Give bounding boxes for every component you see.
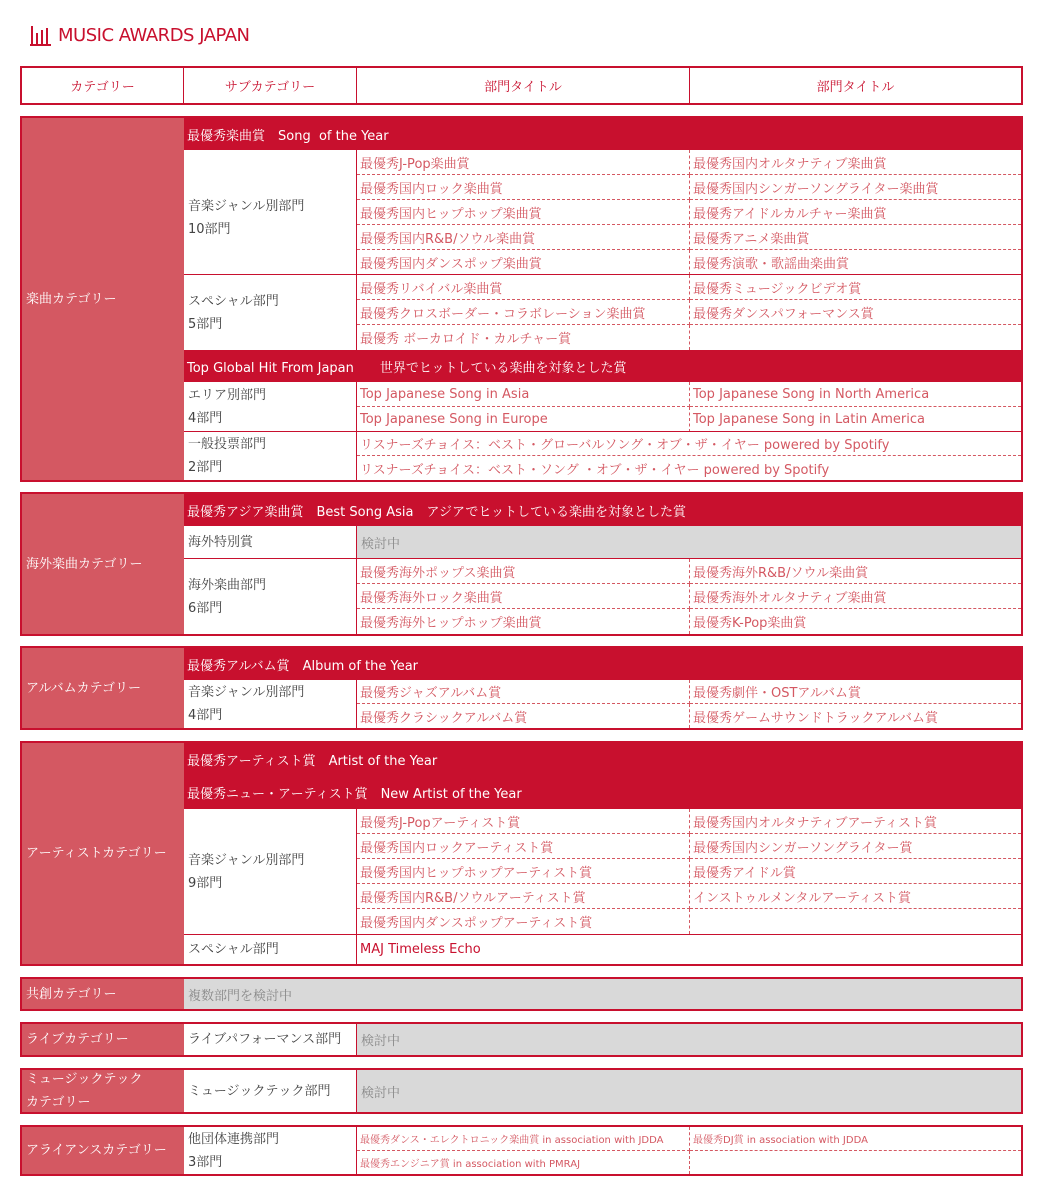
award-item[interactable]: 最優秀国内R&B/ソウル楽曲賞 bbox=[357, 225, 690, 250]
subcategory-name: エリア別部門 bbox=[188, 388, 267, 403]
top-global-hit-band: Top Global Hit From Japan 世界でヒットしている楽曲を対象とした賞 bbox=[184, 350, 1021, 382]
album-subcategory bbox=[184, 680, 357, 728]
vote-subcategory bbox=[184, 432, 357, 480]
subcategory-name: 一般投票部門 bbox=[188, 437, 267, 452]
live-subcategory bbox=[184, 1024, 357, 1055]
award-item[interactable]: 最優秀国内ロック楽曲賞 bbox=[357, 175, 690, 200]
subcategory-name: スペシャル部門 bbox=[188, 293, 279, 309]
award-item[interactable]: 最優秀劇伴・OSTアルバム賞 bbox=[690, 680, 1021, 704]
award-item[interactable]: 最優秀国内R&B/ソウルアーティスト賞 bbox=[357, 884, 690, 909]
award-item[interactable]: Top Japanese Song in North America bbox=[690, 382, 1021, 407]
award-item[interactable]: 最優秀 ボーカロイド・カルチャー賞 bbox=[357, 325, 690, 350]
award-item[interactable]: 最優秀海外ポップス楽曲賞 bbox=[357, 559, 690, 584]
overseas-special-pending: 検討中 bbox=[357, 526, 1021, 558]
artist-special-awards bbox=[357, 935, 1021, 964]
subcategory-name: 音楽ジャンル別部門 bbox=[188, 199, 305, 214]
award-item[interactable]: MAJ Timeless Echo bbox=[360, 942, 481, 957]
category-label: アーティストカテゴリー bbox=[22, 743, 184, 964]
subcategory-count: 6部門 bbox=[188, 600, 223, 616]
overseas-subcategory bbox=[184, 559, 357, 634]
award-item[interactable]: 最優秀国内ヒップホップ楽曲賞 bbox=[357, 200, 690, 225]
overseas-special-subcategory bbox=[184, 526, 357, 558]
genre-subcategory bbox=[184, 150, 357, 286]
award-item[interactable]: 最優秀ダンスパフォーマンス賞 bbox=[690, 300, 1021, 325]
area-subcategory bbox=[184, 382, 357, 432]
award-item[interactable]: 最優秀J-Pop楽曲賞 bbox=[357, 150, 690, 175]
award-item[interactable]: 最優秀K-Pop楽曲賞 bbox=[693, 616, 807, 631]
special-subcategory bbox=[184, 275, 357, 350]
cocreation-section bbox=[20, 977, 1023, 1011]
artist-of-year-band: 最優秀アーティスト賞 Artist of the Year bbox=[184, 743, 1021, 776]
award-item[interactable]: 最優秀国内シンガーソングライター楽曲賞 bbox=[690, 175, 1021, 200]
award-item[interactable]: 最優秀国内シンガーソングライター賞 bbox=[690, 834, 1021, 859]
award-item[interactable]: インストゥルメンタルアーティスト賞 bbox=[690, 884, 1021, 909]
subcategory-count: 4部門 bbox=[188, 708, 223, 723]
category-label: アライアンスカテゴリー bbox=[22, 1127, 184, 1174]
award-item[interactable]: 最優秀海外R&B/ソウル楽曲賞 bbox=[690, 559, 1021, 584]
subcategory-count: 5部門 bbox=[188, 316, 223, 332]
song-section bbox=[20, 116, 1023, 482]
album-of-year-band: 最優秀アルバム賞 Album of the Year bbox=[184, 648, 1021, 680]
best-song-asia-band: 最優秀アジア楽曲賞 Best Song Asia アジアでヒットしている楽曲を対象とした賞 bbox=[184, 494, 1021, 526]
award-item[interactable]: Top Japanese Song in Europe bbox=[357, 407, 690, 432]
table-header bbox=[20, 66, 1023, 105]
subcategory-count: 10部門 bbox=[188, 222, 231, 237]
subcategory-count: 2部門 bbox=[188, 460, 223, 475]
award-item[interactable]: 最優秀アイドル賞 bbox=[690, 859, 1021, 884]
subcategory-count: 3部門 bbox=[188, 1154, 223, 1170]
overseas-section bbox=[20, 492, 1023, 636]
area-awards bbox=[357, 382, 1021, 432]
award-item[interactable]: 最優秀国内オルタナティブアーティスト賞 bbox=[690, 809, 1021, 834]
overseas-awards bbox=[357, 559, 1021, 634]
category-label: ライブカテゴリー bbox=[22, 1024, 184, 1055]
special-awards bbox=[357, 275, 1021, 350]
award-item[interactable]: 最優秀ゲームサウンドトラックアルバム賞 bbox=[693, 710, 939, 726]
award-item[interactable]: 最優秀アイドルカルチャー楽曲賞 bbox=[690, 200, 1021, 225]
header-category: カテゴリー bbox=[22, 68, 184, 103]
artist-awards bbox=[357, 809, 1021, 934]
vote-awards bbox=[357, 432, 1021, 480]
new-artist-band: 最優秀ニュー・アーティスト賞 New Artist of the Year bbox=[184, 776, 1021, 809]
genre-awards bbox=[357, 150, 1021, 286]
award-item[interactable]: 最優秀国内ヒップホップアーティスト賞 bbox=[357, 859, 690, 884]
category-label: 共創カテゴリー bbox=[22, 979, 184, 1009]
award-item bbox=[690, 1151, 1021, 1174]
subcategory-name: 他団体連携部門 bbox=[188, 1131, 280, 1147]
award-item[interactable]: 最優秀J-Popアーティスト賞 bbox=[357, 809, 690, 834]
musictech-subcategory bbox=[184, 1070, 357, 1112]
category-label: アルバムカテゴリー bbox=[22, 648, 184, 728]
artist-section bbox=[20, 741, 1023, 966]
subcategory-name: 海外特別賞 bbox=[188, 534, 254, 550]
category-label-line2: カテゴリー bbox=[26, 1095, 91, 1110]
award-item[interactable]: 最優秀海外ロック楽曲賞 bbox=[357, 584, 690, 609]
category-label-line1: ミュージックテック bbox=[26, 1072, 143, 1087]
alliance-section bbox=[20, 1125, 1023, 1176]
artist-subcategory bbox=[184, 809, 357, 934]
award-item bbox=[690, 325, 1021, 350]
award-item[interactable]: 最優秀クラシックアルバム賞 bbox=[357, 704, 690, 728]
header-title-1: 部門タイトル bbox=[357, 68, 690, 103]
subcategory-name: 海外楽曲部門 bbox=[188, 577, 267, 593]
award-item[interactable]: Top Japanese Song in Asia bbox=[357, 382, 690, 407]
album-awards bbox=[357, 680, 1021, 728]
song-of-year-band: 最優秀楽曲賞 Song of the Year bbox=[184, 118, 1021, 150]
subcategory-count: 4部門 bbox=[188, 411, 223, 426]
live-pending: 検討中 bbox=[357, 1024, 1021, 1055]
subcategory-name: ミュージックテック部門 bbox=[188, 1083, 331, 1099]
award-item[interactable]: 最優秀海外オルタナティブ楽曲賞 bbox=[690, 584, 1021, 609]
live-section bbox=[20, 1022, 1023, 1057]
award-item[interactable]: 最優秀国内ダンスポップ楽曲賞 bbox=[357, 250, 690, 275]
award-item bbox=[690, 909, 1021, 934]
award-item[interactable]: 最優秀国内ダンスポップアーティスト賞 bbox=[357, 909, 690, 934]
header-subcategory: サブカテゴリー bbox=[184, 68, 357, 103]
artist-special-subcategory bbox=[184, 935, 357, 964]
award-item[interactable]: 最優秀国内オルタナティブ楽曲賞 bbox=[690, 150, 1021, 175]
musictech-section bbox=[20, 1068, 1023, 1114]
musictech-pending: 検討中 bbox=[357, 1070, 1021, 1112]
subcategory-name: ライブパフォーマンス部門 bbox=[188, 1032, 342, 1047]
award-item[interactable]: 最優秀クロスボーダー・コラボレーション楽曲賞 bbox=[357, 300, 690, 325]
award-item[interactable]: 最優秀ミュージックビデオ賞 bbox=[690, 275, 1021, 300]
award-item[interactable]: リスナーズチョイス：ベスト・グローバルソング・オブ・ザ・イヤー powered by Spotify bbox=[357, 432, 1021, 456]
category-label: 海外楽曲カテゴリー bbox=[22, 494, 184, 634]
category-label: 楽曲カテゴリー bbox=[22, 118, 184, 480]
award-item[interactable]: 最優秀ダンス・エレクトロニック楽曲賞 in association with JDDA bbox=[357, 1127, 690, 1151]
alliance-subcategory bbox=[184, 1127, 357, 1174]
subcategory-name: 音楽ジャンル別部門 bbox=[188, 685, 305, 700]
award-item[interactable]: 最優秀アニメ楽曲賞 bbox=[690, 225, 1021, 250]
award-item[interactable]: 最優秀エンジニア賞 in association with PMRAJ bbox=[357, 1151, 690, 1174]
logo-bars-icon bbox=[30, 24, 52, 46]
award-item[interactable]: 最優秀リバイバル楽曲賞 bbox=[357, 275, 690, 300]
award-item[interactable]: リスナーズチョイス：ベスト・ソング ・オブ・ザ・イヤー powered by Spotify bbox=[360, 462, 830, 478]
award-item[interactable]: 最優秀ジャズアルバム賞 bbox=[357, 680, 690, 704]
logo-text: MUSIC AWARDS JAPAN bbox=[58, 24, 250, 46]
award-item[interactable]: 最優秀DJ賞 in association with JDDA bbox=[690, 1127, 1021, 1151]
award-item[interactable]: 最優秀国内ロックアーティスト賞 bbox=[357, 834, 690, 859]
album-section bbox=[20, 646, 1023, 730]
cocreation-pending: 複数部門を検討中 bbox=[184, 979, 1021, 1009]
award-item[interactable]: Top Japanese Song in Latin America bbox=[693, 412, 925, 427]
header-title-2: 部門タイトル bbox=[816, 80, 895, 95]
subcategory-count: 9部門 bbox=[188, 875, 223, 891]
subcategory-name: スペシャル部門 bbox=[188, 942, 279, 957]
logo[interactable] bbox=[30, 24, 250, 46]
alliance-awards bbox=[357, 1127, 1021, 1174]
award-item[interactable]: 最優秀海外ヒップホップ楽曲賞 bbox=[357, 609, 690, 634]
award-item[interactable]: 最優秀演歌・歌謡曲楽曲賞 bbox=[693, 257, 850, 272]
subcategory-name: 音楽ジャンル別部門 bbox=[188, 852, 305, 868]
category-label bbox=[22, 1070, 184, 1112]
